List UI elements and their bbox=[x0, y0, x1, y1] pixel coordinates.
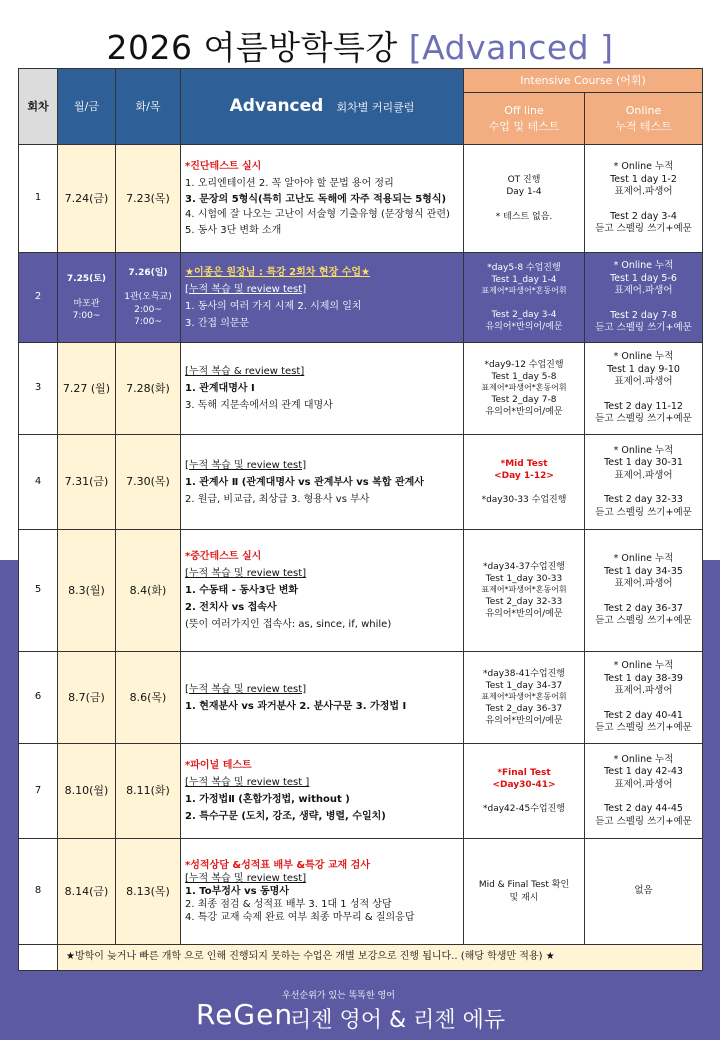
offline-cell: Mid & Final Test 확인 및 재시 bbox=[464, 839, 585, 945]
header-curriculum-label: 회차별 커리큘럼 bbox=[336, 101, 415, 115]
round-number: 4 bbox=[19, 435, 58, 530]
curriculum-cell: *중간테스트 실시 [누적 복습 및 review test] 1. 수동태 - 동사3단 변화 2. 전치사 vs 접속사 (뜻이 여러가지인 접속사: as, since, if, while) bbox=[181, 530, 464, 652]
date-tuethu: 7.28(화) bbox=[116, 343, 181, 435]
round-number: 6 bbox=[19, 652, 58, 744]
round-number: 3 bbox=[19, 343, 58, 435]
round-number: 1 bbox=[19, 145, 58, 253]
date-monfri: 7.24(금) bbox=[58, 145, 116, 253]
online-cell: * Online 누적 Test 1 day 5-6 표제어.파생어 Test 2 day 7-8 듣고 스펠링 쓰기+예문 bbox=[585, 253, 703, 343]
online-cell: * Online 누적 Test 1 day 9-10 표제어.파생어 Test 2 day 11-12 듣고 스펠링 쓰기+예문 bbox=[585, 343, 703, 435]
offline-cell: OT 진행 Day 1-4 * 테스트 없음. bbox=[464, 145, 585, 253]
date-monfri: 8.3(월) bbox=[58, 530, 116, 652]
curriculum-cell: [누적 복습 & review test] 1. 관계대명사 Ⅰ 3. 독해 지문속에서의 관계 대명사 bbox=[181, 343, 464, 435]
table-row bbox=[19, 253, 703, 343]
round-number: 8 bbox=[19, 839, 58, 945]
header-monfri: 월/금 bbox=[58, 69, 116, 145]
curriculum-cell: *진단테스트 실시 1. 오리엔테이션 2. 꼭 알아야 할 문법 용어 정리 3. 문장의 5형식(특히 고난도 독해에 자주 적용되는 5형식) 4. 시험에 잘 나오는 고난이 서술형 기출유형 (문장형식 관련) 5. 동사 3단 변화 소개 bbox=[181, 145, 464, 253]
offline-cell: *Final Test <Day30-41> *day42-45수업진행 bbox=[464, 744, 585, 839]
round-number: 5 bbox=[19, 530, 58, 652]
title-level: [Advanced ] bbox=[408, 28, 614, 67]
header-intensive: Intensive Course (어휘) bbox=[464, 69, 703, 93]
date-monfri: 8.7(금) bbox=[58, 652, 116, 744]
table-row bbox=[19, 652, 703, 744]
table-row bbox=[19, 530, 703, 652]
online-cell: * Online 누적 Test 1 day 42-43 표제어.파생어 Test 2 day 44-45 듣고 스펠링 쓰기+예문 bbox=[585, 744, 703, 839]
date-tuethu: 8.13(목) bbox=[116, 839, 181, 945]
notice-text: ★방학이 늦거나 빠른 개학 으로 인해 진행되지 못하는 수업은 개별 보강으로 진행 됩니다.. (해당 학생만 적용) ★ bbox=[58, 945, 703, 971]
table-row bbox=[19, 839, 703, 945]
round-number: 7 bbox=[19, 744, 58, 839]
header-advanced-label: Advanced bbox=[229, 96, 324, 117]
date-tuethu: 7.26(일) 1관(오목교) 2:00~ 7:00~ bbox=[116, 253, 181, 343]
table-row bbox=[19, 744, 703, 839]
date-tuethu: 7.23(목) bbox=[116, 145, 181, 253]
offline-cell: *day38-41수업진행 Test 1_day 34-37 표제어*파생어*혼동어휘 Test 2_day 36-37 유의어*반의어/예문 bbox=[464, 652, 585, 744]
header-curriculum bbox=[181, 69, 464, 145]
header-round: 회차 bbox=[19, 69, 58, 145]
date-monfri: 7.27 (월) bbox=[58, 343, 116, 435]
curriculum-cell: *파이널 테스트 [누적 복습 및 review test ] 1. 가정법Ⅱ (혼합가정법, without ) 2. 특수구문 (도치, 강조, 생략, 병렬, 수일치) bbox=[181, 744, 464, 839]
online-cell: * Online 누적 Test 1 day 38-39 표제어.파생어 Test 2 day 40-41 듣고 스펠링 쓰기+예문 bbox=[585, 652, 703, 744]
curriculum-cell: [누적 복습 및 review test] 1. 현재분사 vs 과거분사 2. 분사구문 3. 가정법 Ⅰ bbox=[181, 652, 464, 744]
table-row bbox=[19, 145, 703, 253]
notice-spacer bbox=[19, 945, 58, 971]
notice-row bbox=[19, 945, 703, 971]
date-tuethu: 8.6(목) bbox=[116, 652, 181, 744]
schedule-table bbox=[18, 68, 703, 971]
online-cell: * Online 누적 Test 1 day 34-35 표제어.파생어 Test 2 day 36-37 듣고 스펠링 쓰기+예문 bbox=[585, 530, 703, 652]
online-cell: 없음 bbox=[585, 839, 703, 945]
date-monfri: 8.10(월) bbox=[58, 744, 116, 839]
page-title bbox=[0, 22, 720, 69]
online-cell: * Online 누적 Test 1 day 1-2 표제어.파생어 Test 2 day 3-4 듣고 스펠링 쓰기+예문 bbox=[585, 145, 703, 253]
round-number: 2 bbox=[19, 253, 58, 343]
date-tuethu: 7.30(목) bbox=[116, 435, 181, 530]
offline-cell: *day5-8 수업진행 Test 1_day 1-4 표제어*파생어*혼동어휘 Test 2_day 3-4 유의어*반의어/예문 bbox=[464, 253, 585, 343]
table-row bbox=[19, 343, 703, 435]
curriculum-cell: *성적상담 &성적표 배부 &특강 교재 검사 [누적 복습 및 review test] 1. To부정사 vs 동명사 2. 최종 점검 & 성적표 배부 3. 1대 1 성적 상담 4. 특강 교재 숙제 완료 여부 최종 마무리 & 질의응답 bbox=[181, 839, 464, 945]
curriculum-cell: [누적 복습 및 review test] 1. 관계사 Ⅱ (관계대명사 vs 관계부사 vs 복합 관계사 2. 원급, 비교급, 최상급 3. 형용사 vs 부사 bbox=[181, 435, 464, 530]
offline-cell: *day9-12 수업진행 Test 1_day 5-8 표제어*파생어*혼동어휘 Test 2_day 7-8 유의어*반의어/예문 bbox=[464, 343, 585, 435]
date-monfri: 7.31(금) bbox=[58, 435, 116, 530]
curriculum-cell: ★이종은 원장님 : 특강 2회차 현장 수업★ [누적 복습 및 review test] 1. 동사의 여러 가지 시제 2. 시제의 일치 3. 간접 의문문 bbox=[181, 253, 464, 343]
title-main: 2026 여름방학특강 bbox=[106, 28, 398, 67]
online-cell: * Online 누적 Test 1 day 30-31 표제어.파생어 Test 2 day 32-33 듣고 스펠링 쓰기+예문 bbox=[585, 435, 703, 530]
date-tuethu: 8.4(화) bbox=[116, 530, 181, 652]
table-row bbox=[19, 435, 703, 530]
date-monfri: 7.25(토) 마포관 7:00~ bbox=[58, 253, 116, 343]
header-tuethu: 화/목 bbox=[116, 69, 181, 145]
header-online: Online 누적 테스트 bbox=[585, 93, 703, 145]
brand-logo: ReGen bbox=[196, 998, 294, 1031]
offline-cell: *Mid Test <Day 1-12> *day30-33 수업진행 bbox=[464, 435, 585, 530]
date-monfri: 8.14(금) bbox=[58, 839, 116, 945]
date-tuethu: 8.11(화) bbox=[116, 744, 181, 839]
brand-name: 리젠 영어 & 리젠 에듀 bbox=[290, 1008, 506, 1033]
brand-tagline: 우선순위가 있는 똑똑한 영어 bbox=[282, 991, 395, 1001]
header-offline: Off line 수업 및 테스트 bbox=[464, 93, 585, 145]
offline-cell: *day34-37수업진행 Test 1_day 30-33 표제어*파생어*혼동어휘 Test 2_day 32-33 유의어*반의어/예문 bbox=[464, 530, 585, 652]
